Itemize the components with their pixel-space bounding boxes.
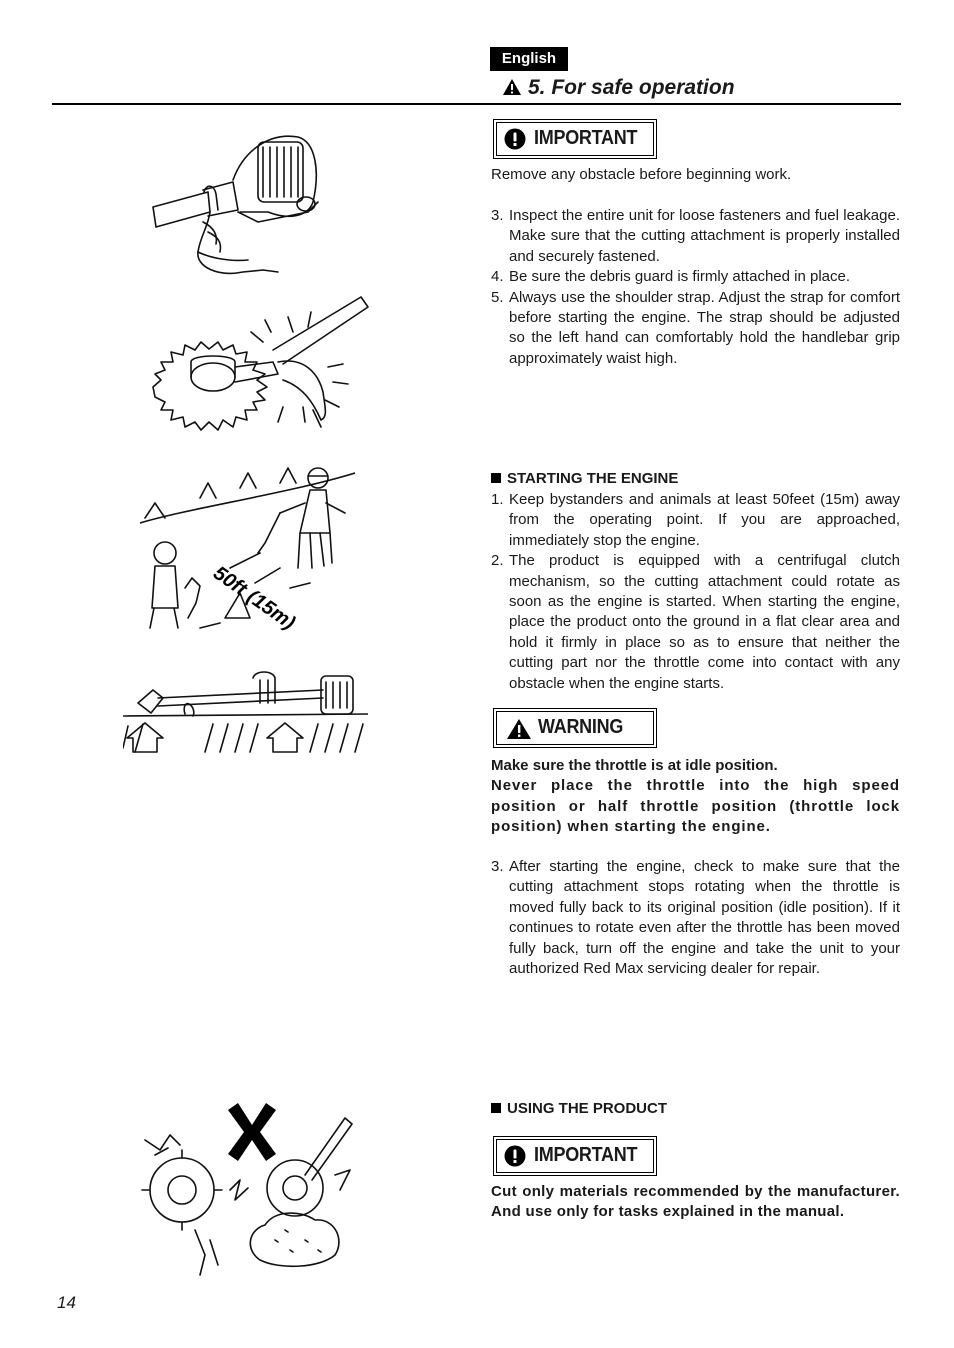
list-item: 3. After starting the engine, check to make sure that the cutting attachment stops rotating when the throttle is moved fully back to its original position (idle position). If it continues to rotate even after the throttle has been moved fully back, turn off the engine and take the unit to your authorized Red Max servicing dealer for repair.	[491, 858, 900, 978]
warning-text: Make sure the throttle is at idle position. Never place the throttle into the high speed position or half throttle position (throttle lock position) when starting the engine.	[491, 757, 900, 836]
list-item: 1. Keep bystanders and animals at least 50feet (15m) away from the operating point. If you are approached, immediately stop the engine.	[491, 491, 900, 549]
section-title-text: 5. For safe operation	[528, 76, 735, 99]
important-label: IMPORTANT	[534, 1144, 638, 1166]
list-item: 3. Inspect the entire unit for loose fasteners and fuel leakage. Make sure that the cutting attachment is properly installed and securely fastened.	[491, 207, 900, 265]
bullet-square-icon	[491, 1103, 501, 1113]
obstacle-prohibited-illustration	[140, 1100, 370, 1278]
list-item: 2. The product is equipped with a centrifugal clutch mechanism, so the cutting attachment could rotate as soon as the engine is started. When starting the engine, place the product onto the ground in a flat clear area and hold it firmly in place so as to ensure that neither the cutting part nor the throttle come into contact with any obstacle when the engine starts.	[491, 552, 900, 692]
distance-label: 50ft (15m)	[209, 562, 300, 635]
inspection-list	[491, 206, 900, 369]
warning-triangle-icon	[502, 78, 522, 102]
using-heading: USING THE PRODUCT	[491, 1100, 900, 1117]
warning-box	[493, 708, 657, 748]
list-item: 5. Always use the shoulder strap. Adjust the strap for comfort before starting the engine. The strap should be adjusted so the left hand can comfortably hold the handlebar grip approximately waist high.	[491, 288, 900, 367]
list-item: 4. Be sure the debris guard is firmly attached in place.	[491, 268, 851, 286]
prohibited-x-icon	[228, 1103, 276, 1161]
warning-triangle-icon	[506, 718, 532, 745]
language-tag: English	[490, 47, 568, 71]
exclamation-icon	[504, 1145, 526, 1172]
section-title	[502, 76, 735, 102]
important-box	[493, 119, 657, 159]
bullet-square-icon	[491, 473, 501, 483]
starting-heading: STARTING THE ENGINE	[491, 470, 900, 487]
after-start-list	[491, 857, 900, 979]
bystander-distance-illustration	[140, 458, 355, 638]
header-rule	[52, 103, 901, 105]
starting-list	[491, 490, 900, 694]
using-text: Cut only materials recommended by the manufacturer. And use only for tasks explained in the manual.	[491, 1183, 900, 1221]
important-label: IMPORTANT	[534, 127, 638, 149]
important-box	[493, 1136, 657, 1176]
exclamation-icon	[504, 128, 526, 155]
warning-label: WARNING	[538, 716, 624, 738]
cutting-blade-illustration	[143, 292, 373, 442]
important-text: Remove any obstacle before beginning work.	[491, 166, 792, 183]
page-number: 14	[57, 1293, 76, 1312]
throttle-grip-illustration	[148, 112, 328, 284]
unit-on-ground-illustration	[123, 668, 368, 756]
